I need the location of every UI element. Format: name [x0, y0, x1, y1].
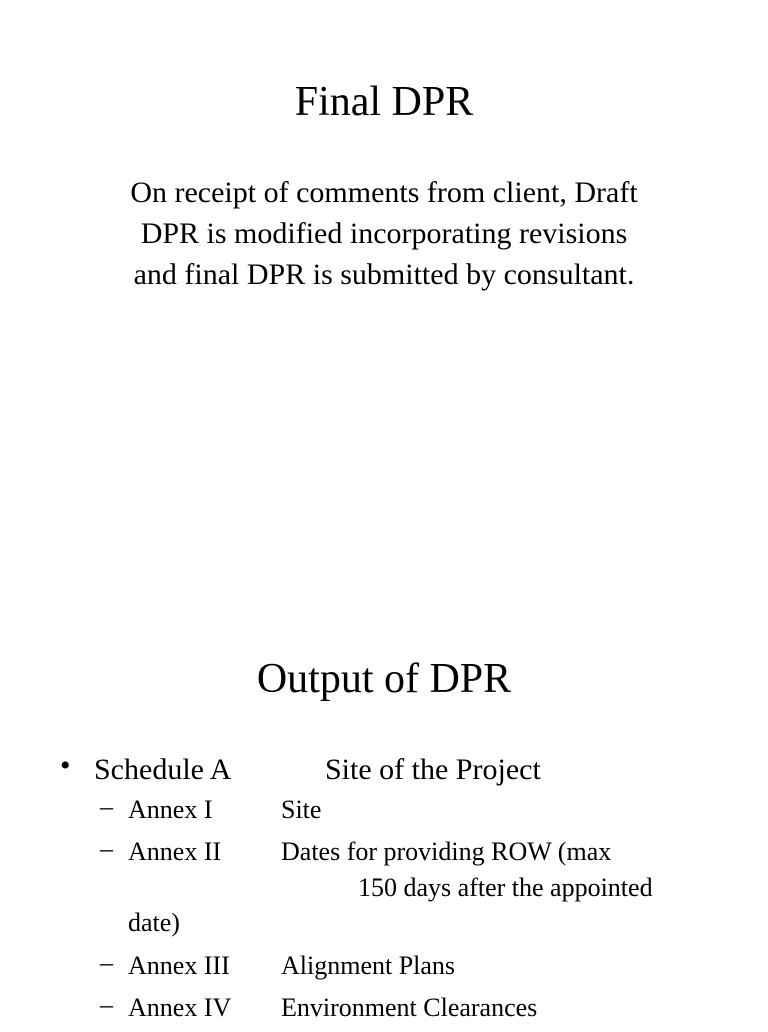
dash-icon: –	[100, 792, 113, 821]
annex-description: Dates for providing ROW (max	[281, 837, 612, 866]
body-line: DPR is modified incorporating revisions	[140, 217, 628, 250]
bullet-description: Site of the Project	[325, 753, 541, 786]
body-line: On receipt of comments from client, Draft	[130, 176, 638, 209]
slide-title: Output of DPR	[256, 656, 512, 702]
dash-icon: –	[100, 948, 113, 977]
dash-icon: –	[100, 990, 113, 1019]
annex-description: Environment Clearances	[281, 993, 538, 1022]
body-line: and final DPR is submitted by consultant.	[133, 258, 635, 291]
slide-body-text	[84, 172, 684, 295]
annex-label: Annex III	[128, 951, 230, 980]
slide-output-of-dpr	[0, 512, 768, 1024]
annex-description-continuation: date)	[128, 908, 180, 937]
bullet-list	[60, 748, 750, 792]
annex-description: Site	[281, 795, 322, 824]
annex-label: Annex IV	[128, 993, 232, 1022]
annex-item	[100, 834, 720, 948]
annex-description-continuation: 150 days after the appointed	[358, 873, 653, 902]
annex-item	[100, 948, 720, 990]
bullet-label: Schedule A	[94, 753, 232, 786]
bullet-item-schedule-a	[60, 748, 750, 792]
annex-description: Alignment Plans	[281, 951, 456, 980]
annex-item	[100, 990, 720, 1032]
annex-list	[100, 792, 720, 1032]
annex-item	[100, 792, 720, 834]
annex-label: Annex II	[128, 837, 222, 866]
bullet-icon: •	[60, 749, 71, 782]
slide-final-dpr	[0, 0, 768, 512]
dash-icon: –	[100, 834, 113, 863]
slide-title: Final DPR	[294, 79, 474, 125]
annex-label: Annex I	[128, 795, 213, 824]
